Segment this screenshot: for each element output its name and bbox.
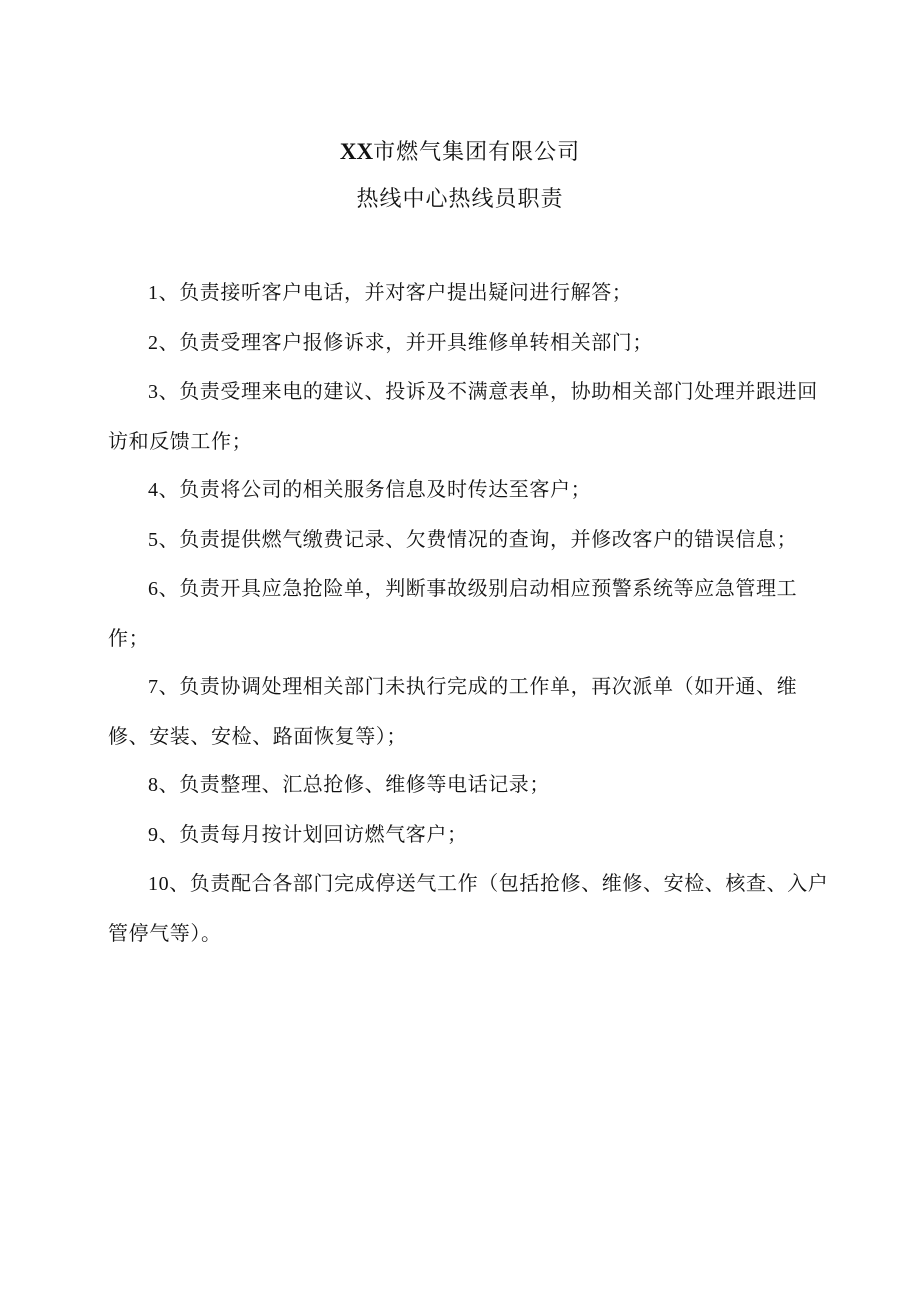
document-subtitle: 热线中心热线员职责 (356, 187, 564, 212)
duty-item (108, 662, 830, 760)
title-prefix: XX (339, 139, 374, 164)
duty-number: 3 (148, 381, 159, 403)
duty-number: 1 (148, 282, 159, 304)
duty-text: 、负责配合各部门完成停送气工作（包括抢修、维修、安检、核查、入户管停气等）。 (108, 871, 829, 945)
duty-text: 、负责协调处理相关部门未执行完成的工作单，再次派单（如开通、维修、安装、安检、路面恢复等）； (108, 674, 798, 748)
duty-number: 8 (148, 774, 159, 796)
duty-number: 6 (148, 578, 159, 600)
duty-item (108, 318, 830, 368)
duty-item (108, 465, 830, 515)
duty-text: 、负责每月按计划回访燃气客户； (158, 821, 468, 846)
duty-number: 5 (148, 528, 159, 551)
duty-number: 4 (148, 479, 159, 501)
duty-number: 9 (148, 823, 159, 846)
duty-item (108, 268, 830, 318)
duty-item (108, 564, 830, 662)
duty-item (108, 515, 830, 565)
duty-item (108, 810, 830, 860)
duty-number: 7 (148, 676, 159, 698)
duty-list (108, 268, 830, 957)
duty-text: 、负责将公司的相关服务信息及时传达至客户； (158, 477, 592, 501)
duty-text: 、负责受理来电的建议、投诉及不满意表单，协助相关部门处理并跟进回访和反馈工作； (108, 379, 818, 453)
duty-item (108, 859, 830, 957)
duty-item (108, 367, 830, 465)
duty-item (108, 760, 830, 810)
duty-text: 、负责接听客户电话，并对客户提出疑问进行解答； (158, 280, 633, 304)
duty-number: 2 (148, 331, 159, 354)
document-title (0, 128, 920, 176)
duty-text: 、负责开具应急抢险单，判断事故级别启动相应预警系统等应急管理工作； (108, 576, 798, 650)
duty-number: 10 (148, 873, 170, 895)
title-block (0, 128, 920, 224)
duty-text: 、负责受理客户报修诉求，并开具维修单转相关部门； (158, 329, 654, 354)
duty-text: 、负责整理、汇总抢修、维修等电话记录； (158, 772, 551, 796)
title-company: 市燃气集团有限公司 (373, 140, 581, 165)
duty-text: 、负责提供燃气缴费记录、欠费情况的查询，并修改客户的错误信息； (158, 526, 798, 551)
